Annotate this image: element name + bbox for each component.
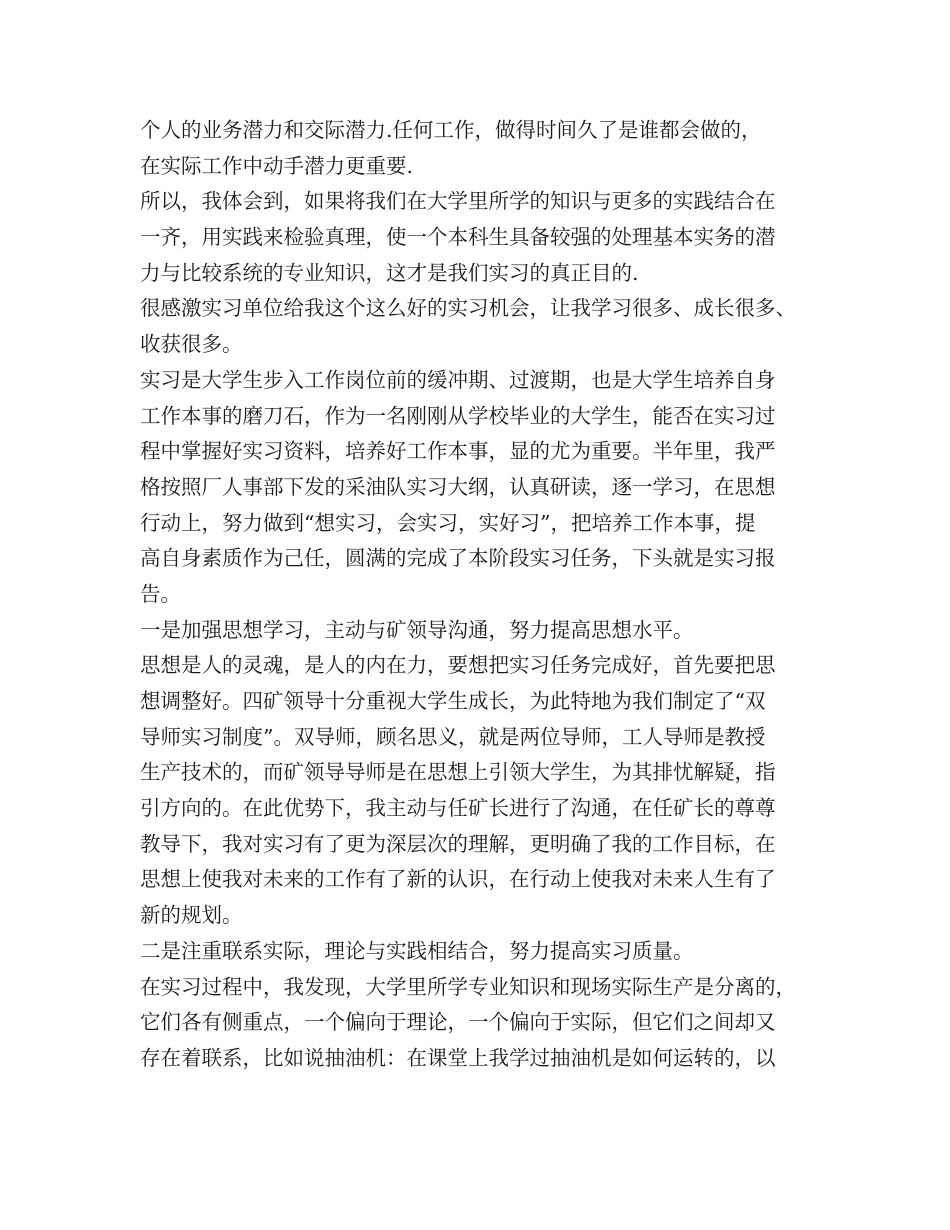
text-line-25: 在实习过程中，我发现，大学里所学专业知识和现场实际生产是分离的， [140, 974, 796, 999]
text-line-24: 二是注重联系实际，理论与实践相结合，努力提高实习质量。 [140, 938, 694, 963]
text-line-21: 教导下，我对实习有了更为深层次的理解，更明确了我的工作目标，在 [140, 831, 776, 856]
text-line-22: 思想上使我对未来的工作有了新的认识，在行动上使我对未来人生有了 [140, 867, 776, 892]
text-line-27: 存在着联系，比如说抽油机：在课堂上我学过抽油机是如何运转的，以 [140, 1045, 776, 1070]
body-text [140, 113, 830, 1077]
text-line-1: 个人的业务潜力和交际潜力.任何工作，做得时间久了是谁都会做的， [140, 118, 762, 142]
text-line-5: 力与比较系统的专业知识，这才是我们实习的真正目的. [140, 260, 639, 285]
text-line-6: 很感激实习单位给我这个这么好的实习机会，让我学习很多、成长很多、 [140, 296, 796, 321]
text-line-17: 想调整好。四矿领导十分重视大学生成长，为此特地为我们制定了“双 [140, 689, 766, 713]
text-line-11: 格按照厂人事部下发的采油队实习大纲，认真研读，逐一学习，在思想 [140, 474, 776, 499]
text-line-3: 所以，我体会到，如果将我们在大学里所学的知识与更多的实践结合在 [140, 189, 776, 214]
text-line-10: 程中掌握好实习资料，培养好工作本事，显的尤为重要。半年里，我严 [140, 439, 776, 464]
text-line-9: 工作本事的磨刀石，作为一名刚刚从学校毕业的大学生，能否在实习过 [140, 403, 776, 428]
text-line-8: 实习是大学生步入工作岗位前的缓冲期、过渡期，也是大学生培养自身 [140, 367, 776, 392]
text-line-19: 生产技术的，而矿领导导师是在思想上引领大学生，为其排忧解疑，指 [140, 760, 776, 785]
text-line-23: 新的规划。 [140, 903, 243, 928]
text-line-4: 一齐，用实践来检验真理，使一个本科生具备较强的处理基本实务的潜 [140, 225, 776, 250]
text-line-26: 它们各有侧重点，一个偏向于理论，一个偏向于实际，但它们之间却又 [140, 1010, 776, 1035]
text-line-18: 导师实习制度”。双导师，顾名思义，就是两位导师，工人导师是教授 [140, 724, 766, 749]
text-line-14: 告。 [140, 581, 181, 606]
text-line-7: 收获很多。 [140, 332, 243, 357]
text-line-20: 引方向的。在此优势下，我主动与任矿长进行了沟通，在任矿长的尊尊 [140, 796, 776, 821]
text-line-12: 行动上，努力做到“想实习，会实习，实好习”，把培养工作本事，提 [140, 510, 756, 535]
text-line-2: 在实际工作中动手潜力更重要. [140, 153, 414, 178]
text-line-16: 思想是人的灵魂，是人的内在力，要想把实习任务完成好，首先要把思 [140, 653, 776, 678]
text-line-13: 高自身素质作为己任，圆满的完成了本阶段实习任务，下头就是实习报 [140, 546, 776, 571]
text-line-15: 一是加强思想学习，主动与矿领导沟通，努力提高思想水平。 [140, 617, 694, 642]
